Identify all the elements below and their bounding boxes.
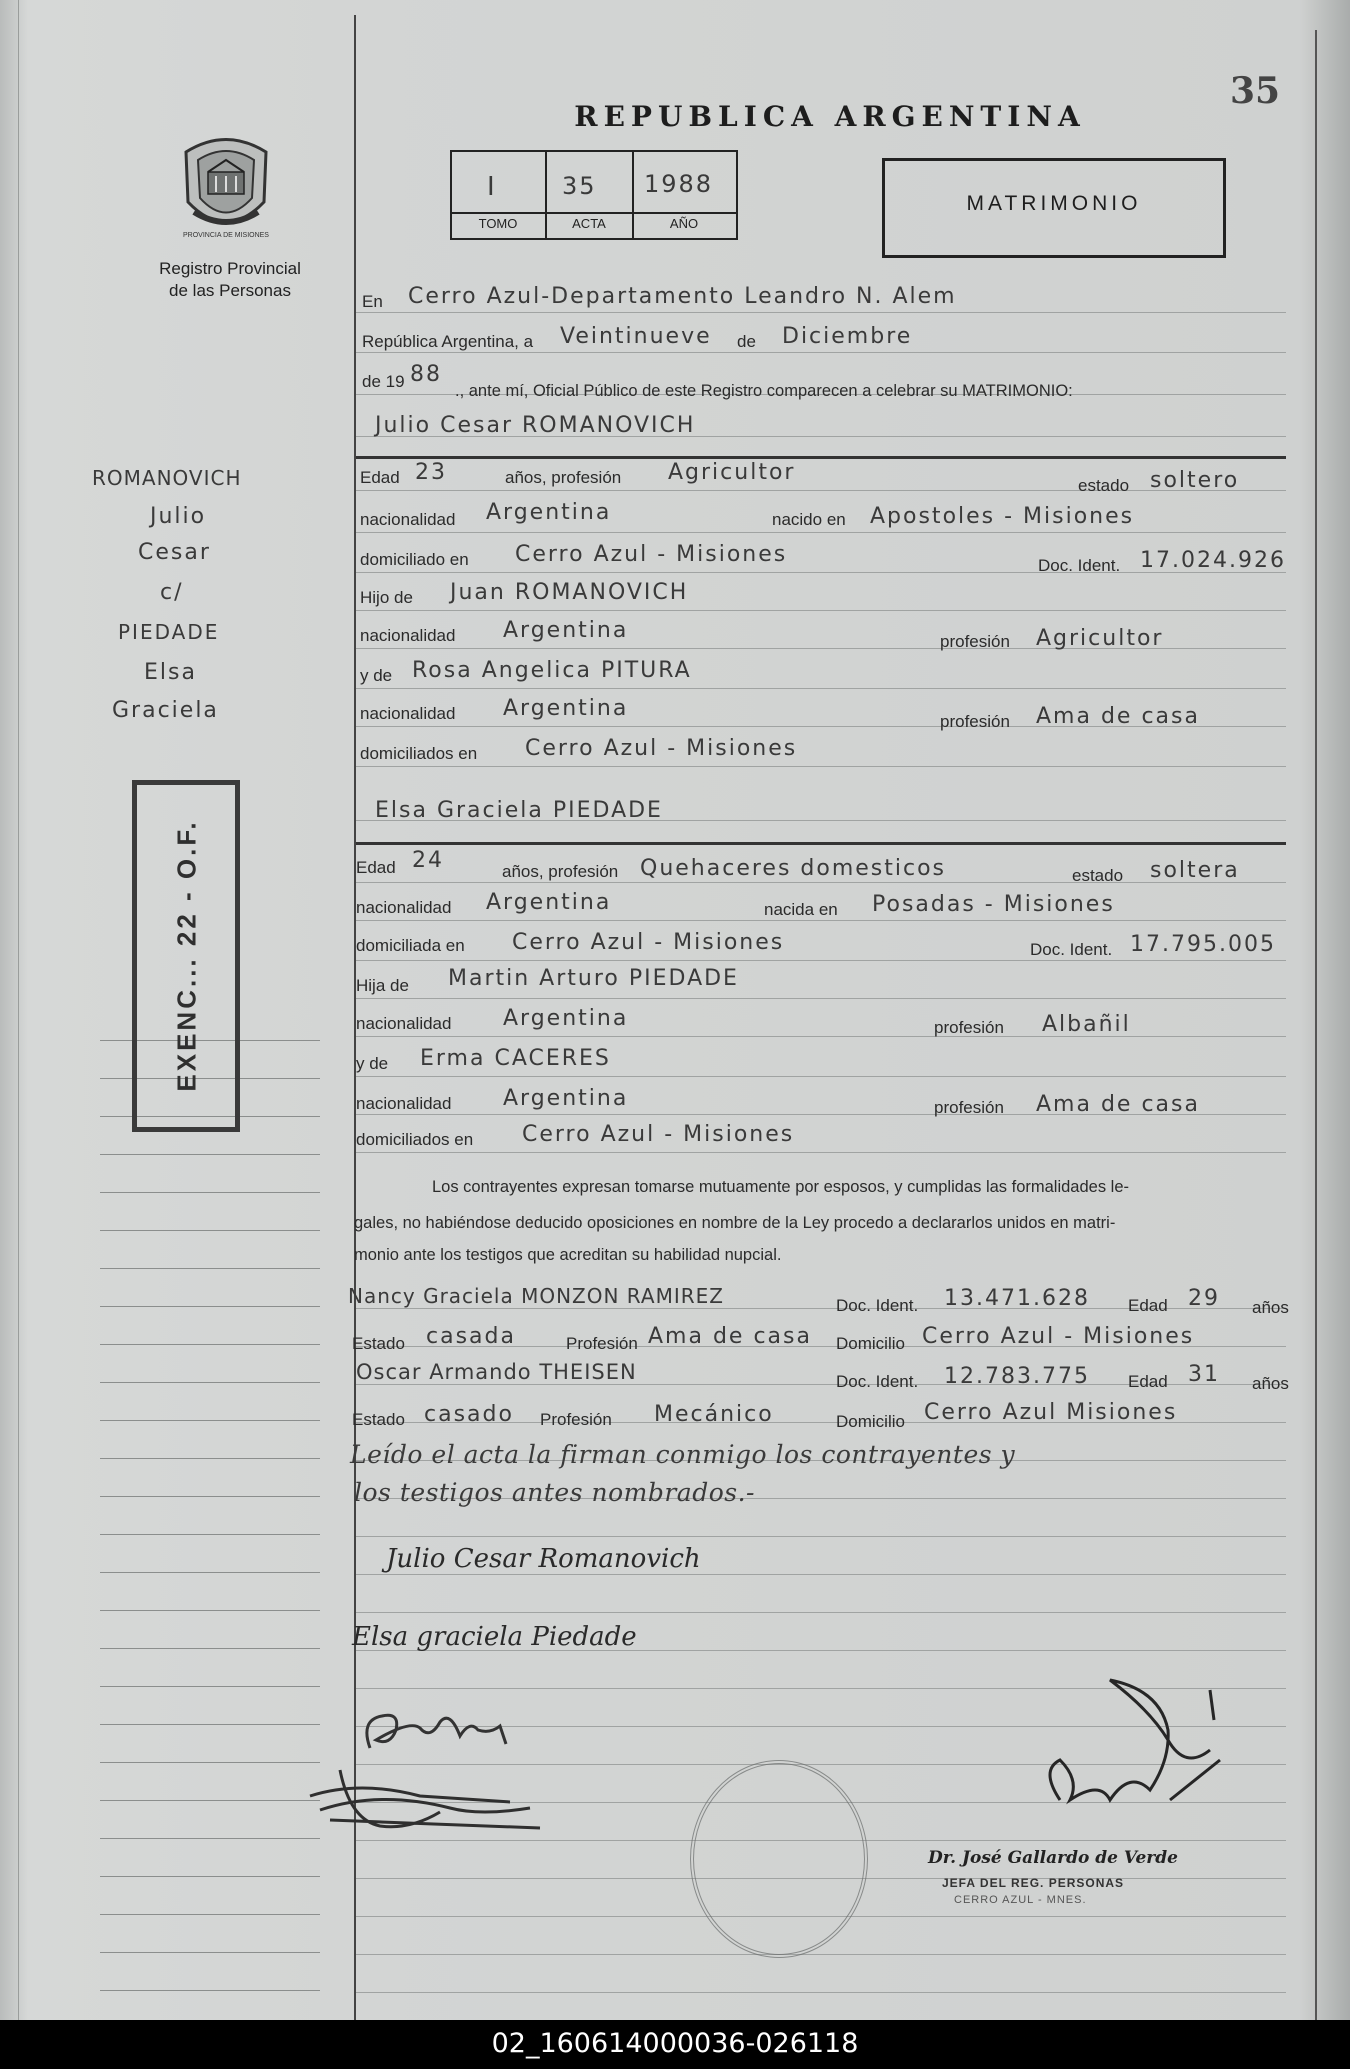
bride-mother-prof: Ama de casa <box>1036 1092 1200 1117</box>
official-signature-scribble <box>1000 1650 1230 1840</box>
groom-edad: 23 <box>415 460 447 485</box>
groom-nacido-label: nacido en <box>772 510 846 529</box>
witness2-edad: 31 <box>1188 1362 1220 1387</box>
bride-nacida-label: nacida en <box>764 900 838 919</box>
main-rule-line <box>356 532 1286 533</box>
groom-anos-prof-label: años, profesión <box>505 468 622 487</box>
margin-name1: Julio <box>150 504 207 529</box>
margin-rule-line <box>100 1762 320 1763</box>
margin-rule-line <box>100 1610 320 1611</box>
groom-mother-prof-label: profesión <box>940 712 1010 731</box>
bride-dom-label: domiciliada en <box>356 936 465 955</box>
registry-line2: de las Personas <box>169 281 291 300</box>
groom-nacido-en: Apostoles - Misiones <box>870 504 1135 529</box>
witness2-doc: 12.783.775 <box>944 1364 1090 1389</box>
official-title: JEFA DEL REG. PERSONAS <box>942 1876 1125 1890</box>
seal-text: PROVINCIA DE MISIONES <box>183 232 269 239</box>
bride-father-nac: Argentina <box>503 1006 629 1031</box>
witness1-prof-label: Profesión <box>566 1334 638 1353</box>
witness2-prof-label: Profesión <box>540 1410 612 1429</box>
closing-line1: Leído el acta la firman conmigo los contrayentes y <box>350 1440 1016 1469</box>
groom-mother-prof: Ama de casa <box>1036 704 1200 729</box>
country-title: REPUBLICA ARGENTINA <box>574 100 1086 133</box>
right-page-border <box>1315 30 1317 2020</box>
main-rule-line <box>356 1536 1286 1537</box>
scan-code: 02_160614000036-026118 <box>491 2028 859 2059</box>
margin-rule-line <box>100 1876 320 1877</box>
margin-rule-line <box>100 1534 320 1535</box>
bride-nacionalidad: Argentina <box>486 890 612 915</box>
tomo-value: I <box>487 172 497 202</box>
witness2-estado: casado <box>424 1402 514 1427</box>
declaration-line2: gales, no habiéndose deducido oposiciones en nombre de la Ley procedo a declararlos unidos en matri- <box>354 1214 1116 1232</box>
groom-father-prof-label: profesión <box>940 632 1010 651</box>
witness2-dom-label: Domicilio <box>836 1412 905 1431</box>
margin-rule-line <box>100 1496 320 1497</box>
margin-surname2: PIEDADE <box>118 620 220 644</box>
groom-y-de-label: y de <box>360 666 393 685</box>
groom-domicilio: Cerro Azul - Misiones <box>515 542 788 567</box>
coat-of-arms-icon <box>176 132 276 242</box>
bride-estado: soltera <box>1150 858 1240 883</box>
provincial-seal <box>176 132 276 242</box>
margin-rule-line <box>100 1914 320 1915</box>
bride-mother-prof-label: profesión <box>934 1098 1004 1117</box>
main-rule-line <box>356 998 1286 999</box>
margin-conj: c/ <box>160 580 184 605</box>
margin-name2: Cesar <box>138 540 211 565</box>
groom-father: Juan ROMANOVICH <box>450 580 689 605</box>
ano-value: 1988 <box>644 170 714 198</box>
main-rule-line <box>356 1992 1286 1993</box>
bride-mother-nac-label: nacionalidad <box>356 1094 452 1113</box>
groom-signature: Julio Cesar Romanovich <box>386 1544 701 1574</box>
main-rule-line <box>356 1954 1286 1955</box>
de19-label: de 19 <box>362 372 405 391</box>
bride-doc: 17.795.005 <box>1130 932 1276 957</box>
margin-rule-line <box>100 1192 320 1193</box>
witness2-domicilio: Cerro Azul Misiones <box>924 1400 1178 1425</box>
groom-estado: soltero <box>1150 468 1240 493</box>
main-rule-line <box>356 1036 1286 1037</box>
groom-section-divider <box>356 456 1286 459</box>
republic-label: República Argentina, a <box>362 332 534 351</box>
intro-statement: ., ante mí, Oficial Público de este Registro comparecen a celebrar su MATRIMONIO: <box>455 382 1073 400</box>
margin-surname: ROMANOVICH <box>92 466 242 490</box>
bride-anos-prof-label: años, profesión <box>502 862 619 881</box>
groom-father-nac-label: nacionalidad <box>360 626 456 645</box>
witness2-estado-label: Estado <box>352 1410 405 1429</box>
bride-parents-dom: Cerro Azul - Misiones <box>522 1122 795 1147</box>
declaration-line3: monio ante los testigos que acreditan su habilidad nupcial. <box>354 1246 782 1264</box>
record-box-divider-h <box>450 212 736 214</box>
en-label: En <box>362 292 383 311</box>
main-rule-line <box>356 688 1286 689</box>
official-round-stamp <box>690 1760 868 1958</box>
bride-father-nac-label: nacionalidad <box>356 1014 452 1033</box>
witness1-name: Nancy Graciela MONZON RAMIREZ <box>348 1284 724 1308</box>
bride-edad-label: Edad <box>356 858 396 877</box>
acta-label: ACTA <box>572 216 606 231</box>
acta-value: 35 <box>562 172 597 200</box>
main-rule-line <box>356 766 1286 767</box>
de-label: de <box>737 332 756 351</box>
tomo-label: TOMO <box>478 216 518 231</box>
bride-doms-label: domiciliados en <box>356 1130 474 1149</box>
main-rule-line <box>356 490 1286 491</box>
bride-father: Martin Arturo PIEDADE <box>448 966 739 991</box>
witness-signatures-scribble <box>300 1700 560 1850</box>
witness1-estado-label: Estado <box>352 1334 405 1353</box>
bride-signature: Elsa graciela Piedade <box>352 1622 637 1652</box>
exemption-stamp <box>132 780 240 1132</box>
main-rule-line <box>356 960 1286 961</box>
bride-estado-label: estado <box>1072 866 1124 885</box>
main-rule-line <box>356 312 1286 313</box>
marriage-year: 88 <box>410 362 442 387</box>
witness1-edad-label: Edad <box>1128 1296 1168 1315</box>
groom-profesion: Agricultor <box>668 460 796 485</box>
margin-rule-line <box>100 1344 320 1345</box>
official-place: CERRO AZUL - MNES. <box>954 1894 1087 1906</box>
groom-edad-label: Edad <box>360 468 400 487</box>
margin-rule-line <box>100 1572 320 1573</box>
marriage-place: Cerro Azul-Departamento Leandro N. Alem <box>408 284 957 309</box>
bride-doc-label: Doc. Ident. <box>1030 940 1113 959</box>
witness2-name: Oscar Armando THEISEN <box>356 1360 637 1384</box>
margin-rule-line <box>100 1268 320 1269</box>
margin-rule-line <box>100 1382 320 1383</box>
groom-nacionalidad: Argentina <box>486 500 612 525</box>
groom-father-prof: Agricultor <box>1036 626 1164 651</box>
margin-rule-line <box>100 1952 320 1953</box>
groom-mother-nac-label: nacionalidad <box>360 704 456 723</box>
page-number: 35 <box>1230 70 1281 112</box>
margin-rule-line <box>100 1838 320 1839</box>
margin-name4: Graciela <box>112 698 219 723</box>
witness1-domicilio: Cerro Azul - Misiones <box>922 1324 1195 1349</box>
groom-mother-nac: Argentina <box>503 696 629 721</box>
bride-section-divider <box>356 842 1286 845</box>
groom-full-name: Julio Cesar ROMANOVICH <box>375 413 696 438</box>
record-type: MATRIMONIO <box>966 192 1142 215</box>
groom-nac-label: nacionalidad <box>360 510 456 529</box>
groom-hijo-label: Hijo de <box>360 588 413 607</box>
closing-line2: los testigos antes nombrados.- <box>354 1478 755 1507</box>
main-rule-line <box>356 882 1286 883</box>
groom-mother: Rosa Angelica PITURA <box>412 658 692 683</box>
bride-y-de-label: y de <box>356 1054 389 1073</box>
groom-estado-label: estado <box>1078 476 1130 495</box>
witness1-doc-label: Doc. Ident. <box>836 1296 919 1315</box>
scan-footer-band <box>0 2020 1350 2069</box>
margin-rule-line <box>100 1648 320 1649</box>
marriage-month: Diciembre <box>782 324 913 349</box>
bride-nacida-en: Posadas - Misiones <box>872 892 1115 917</box>
witness1-estado: casada <box>426 1324 516 1349</box>
registry-name <box>130 258 330 302</box>
groom-doc: 17.024.926 <box>1140 548 1286 573</box>
bride-domicilio: Cerro Azul - Misiones <box>512 930 785 955</box>
bride-father-prof: Albañil <box>1042 1012 1131 1037</box>
witness2-profesion: Mecánico <box>654 1402 774 1427</box>
bride-full-name: Elsa Graciela PIEDADE <box>375 798 663 823</box>
main-rule-line <box>356 920 1286 921</box>
margin-rule-line <box>100 1154 320 1155</box>
witness1-doc: 13.471.628 <box>944 1286 1090 1311</box>
witness2-edad-label: Edad <box>1128 1372 1168 1391</box>
groom-parents-dom: Cerro Azul - Misiones <box>525 736 798 761</box>
witness1-dom-label: Domicilio <box>836 1334 905 1353</box>
left-binding-edge <box>18 0 19 2020</box>
bride-profesion: Quehaceres domesticos <box>640 856 947 881</box>
bride-edad: 24 <box>412 848 444 873</box>
margin-rule-line <box>100 1686 320 1687</box>
witness2-doc-label: Doc. Ident. <box>836 1372 919 1391</box>
margin-rule-line <box>100 1420 320 1421</box>
ano-label: AÑO <box>669 216 699 231</box>
bride-hija-label: Hija de <box>356 976 409 995</box>
main-rule-line <box>356 1152 1286 1153</box>
margin-rule-line <box>100 1306 320 1307</box>
exemption-stamp-text: EXENC... 22 - O.F. <box>171 819 202 1092</box>
witness1-profesion: Ama de casa <box>648 1324 812 1349</box>
margin-rule-line <box>100 1458 320 1459</box>
bride-mother-nac: Argentina <box>503 1086 629 1111</box>
groom-father-nac: Argentina <box>503 618 629 643</box>
declaration-line1: Los contrayentes expresan tomarse mutuamente por esposos, y cumplidas las formalidades le- <box>432 1178 1130 1196</box>
witness1-anos-label: años <box>1252 1298 1289 1317</box>
groom-doc-label: Doc. Ident. <box>1038 556 1121 575</box>
main-rule-line <box>356 1612 1286 1613</box>
margin-rule-line <box>100 1800 320 1801</box>
official-name: Dr. José Gallardo de Verde <box>928 1848 1178 1868</box>
bride-mother: Erma CACERES <box>420 1046 611 1071</box>
witness1-edad: 29 <box>1188 1286 1220 1311</box>
main-rule-line <box>356 352 1286 353</box>
main-rule-line <box>356 610 1286 611</box>
groom-dom-label: domiciliado en <box>360 550 469 569</box>
groom-doms-label: domiciliados en <box>360 744 478 763</box>
margin-name3: Elsa <box>144 660 197 685</box>
marriage-day: Veintinueve <box>560 324 712 349</box>
main-rule-line <box>356 1076 1286 1077</box>
margin-rule-line <box>100 1724 320 1725</box>
bride-father-prof-label: profesión <box>934 1018 1004 1037</box>
margin-rule-line <box>100 1990 320 1991</box>
bride-nac-label: nacionalidad <box>356 898 452 917</box>
witness2-anos-label: años <box>1252 1374 1289 1393</box>
registry-line1: Registro Provincial <box>159 259 301 278</box>
main-rule-line <box>356 1574 1286 1575</box>
margin-rule-line <box>100 1230 320 1231</box>
